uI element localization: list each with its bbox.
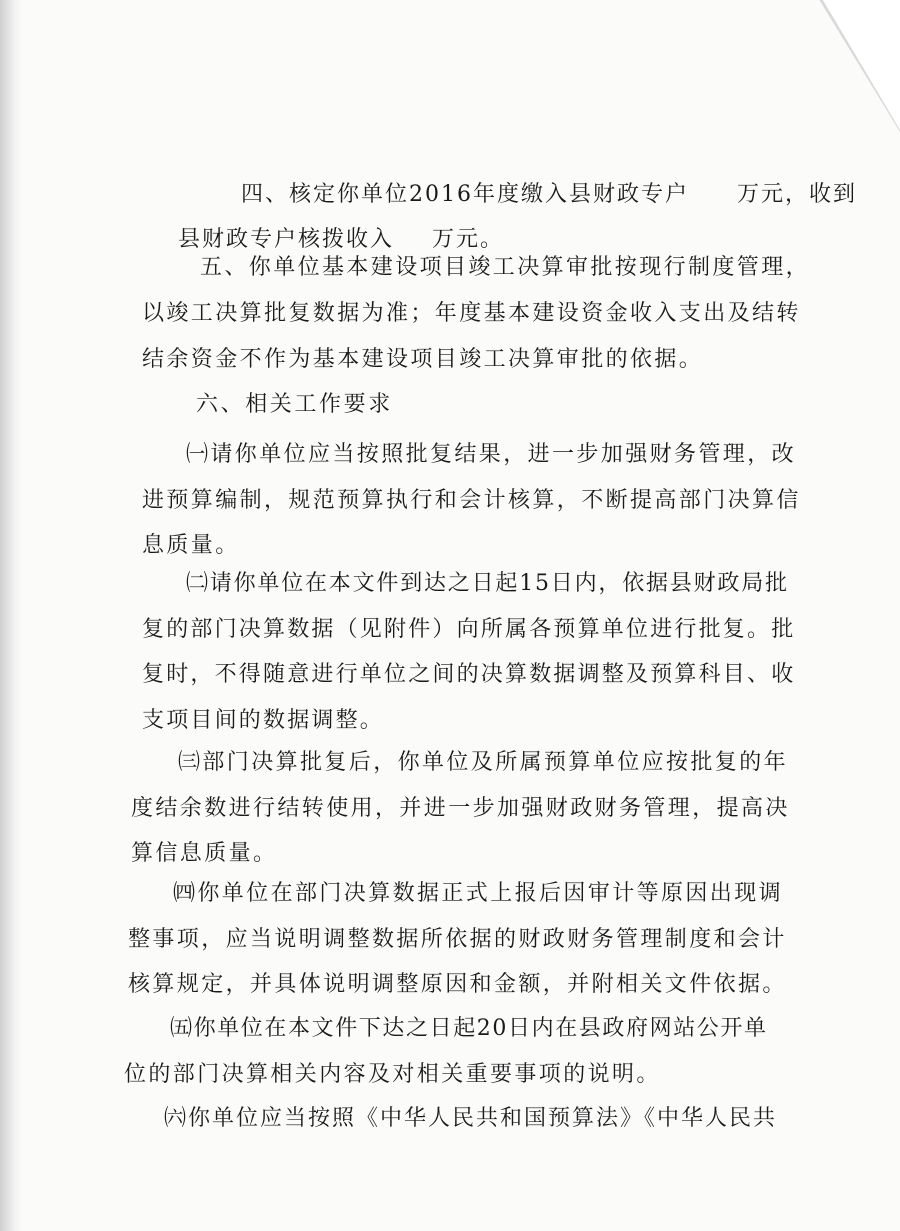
item1-line2: 进预算编制，规范预算执行和会计核算，不断提高部门决算信 xyxy=(142,488,801,513)
section5-line2: 以竣工决算批复数据为准；年度基本建设资金收入支出及结转 xyxy=(142,301,801,326)
item5-line1: ㈤你单位在本文件下达之日起20日内在县政府网站公开单 xyxy=(170,1016,768,1041)
scan-edge xyxy=(0,0,22,1231)
item4-line3: 核算规定，并具体说明调整原因和金额，并附相关文件依据。 xyxy=(128,972,787,997)
item2-line1: ㈡请你单位在本文件到达之日起15日内，依据县财政局批 xyxy=(186,571,789,596)
section4-text-c: 县财政专户核拨收入 xyxy=(177,227,394,252)
item3-line2: 度结余数进行结转使用，并进一步加强财政财务管理，提高决 xyxy=(131,796,790,821)
item6-line1: ㈥你单位应当按照《中华人民共和国预算法》《中华人民共 xyxy=(164,1106,778,1131)
item4-line1: ㈣你单位在部门决算数据正式上报后因审计等原因出现调 xyxy=(173,881,784,906)
section4-text-d: 万元。 xyxy=(432,227,505,252)
item2-line2: 复的部门决算数据（见附件）向所属各预算单位进行批复。批 xyxy=(142,617,796,642)
item3-line3: 算信息质量。 xyxy=(131,841,278,866)
section6-heading: 六、相关工作要求 xyxy=(196,392,393,417)
item3-line1: ㈢部门决算批复后，你单位及所属预算单位应按批复的年 xyxy=(178,750,789,775)
section5-line3: 结余资金不作为基本建设项目竣工决算审批的依据。 xyxy=(142,347,704,372)
item2-line3: 复时，不得随意进行单位之间的决算数据调整及预算科目、收 xyxy=(142,662,796,687)
item1-line3: 息质量。 xyxy=(142,533,240,558)
item4-line2: 整事项，应当说明调整数据所依据的财政财务管理制度和会计 xyxy=(128,927,787,952)
item5-line2: 位的部门决算相关内容及对相关重要事项的说明。 xyxy=(124,1062,661,1087)
section4-text-b: 万元，收到 xyxy=(736,182,857,207)
folded-corner xyxy=(790,0,900,130)
item1-line1: ㈠请你单位应当按照批复结果，进一步加强财务管理，改 xyxy=(186,442,797,467)
item2-line4: 支项目间的数据调整。 xyxy=(142,708,385,733)
section4-text-a: 四、核定你单位2016年度缴入县财政专户 xyxy=(240,182,689,207)
section5-line1: 五、你单位基本建设项目竣工决算审批按现行制度管理， xyxy=(200,255,811,280)
